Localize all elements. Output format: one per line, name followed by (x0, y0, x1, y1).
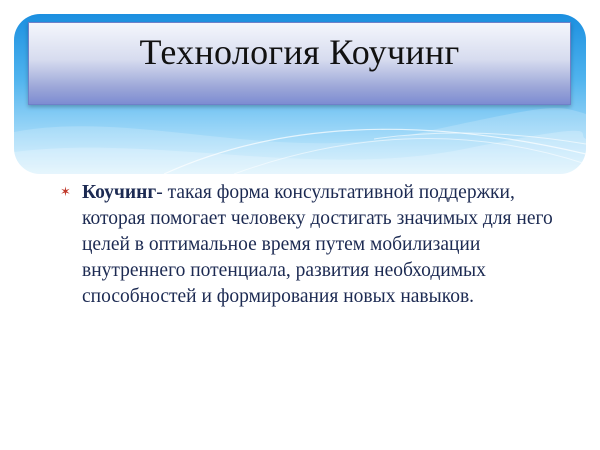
star-bullet-icon: ✶ (60, 185, 71, 200)
bullet-definition: - такая форма консультативной поддержки, которая помогает человеку достигать значимых для него целей в оптимальное время путем мобилизации внутреннего потенциала, развития необходимых способностей и формирования новых навыков. (82, 182, 553, 307)
page-title: Технология Коучинг (139, 32, 460, 72)
bullet-item (60, 180, 560, 310)
title-box (28, 22, 571, 105)
slide-body (60, 180, 560, 310)
bullet-term: Коучинг (82, 182, 157, 203)
bullet-paragraph (82, 180, 560, 310)
